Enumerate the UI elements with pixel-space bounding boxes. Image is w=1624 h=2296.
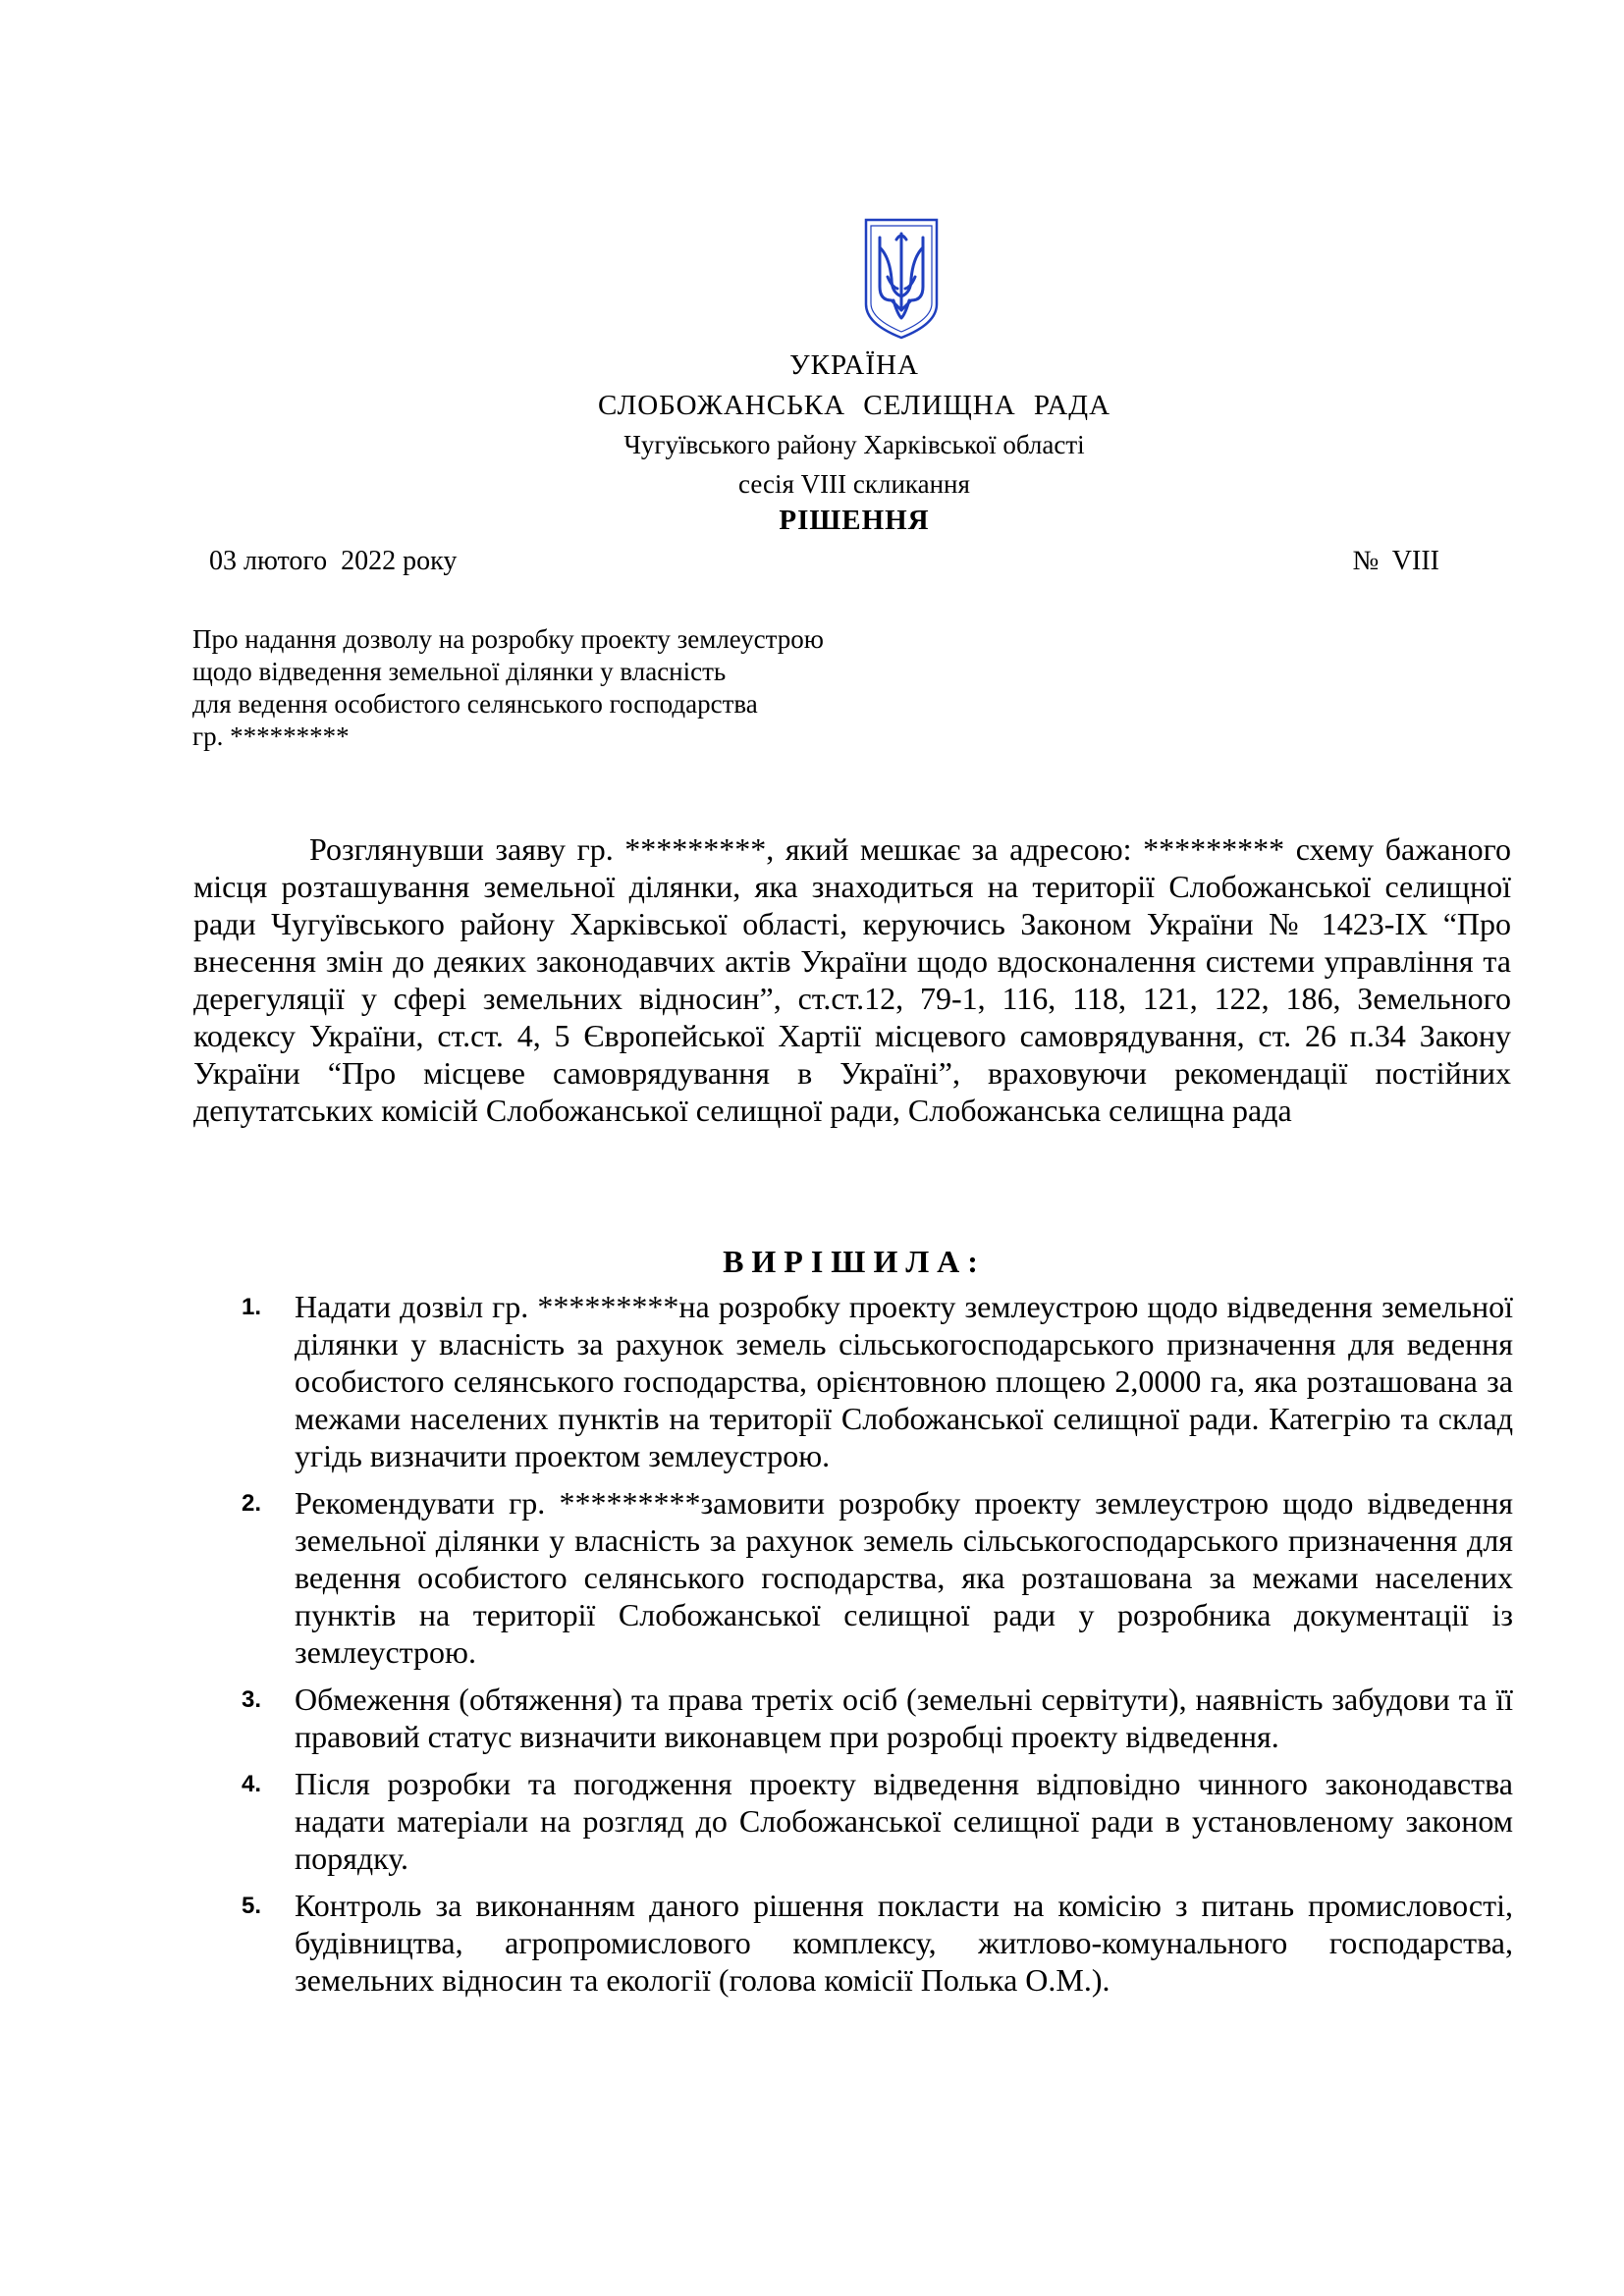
item-number: 2. (242, 1490, 262, 1517)
country-heading: УКРАЇНА (789, 349, 919, 381)
subject-line: гр. ********* (192, 721, 350, 751)
item-number: 4. (242, 1771, 262, 1797)
council-heading: СЛОБОЖАНСЬКА СЕЛИЩНА РАДА (597, 390, 1111, 421)
resolution-item (236, 1681, 1513, 1755)
subject-line: щодо відведення земельної ділянки у власність (192, 657, 727, 686)
subject-line: для ведення особистого селянського господарства (192, 689, 758, 719)
decision-date: 03 лютого 2022 року (209, 546, 458, 576)
resolved-heading: ВИРІШИЛА: (723, 1244, 986, 1279)
preamble-paragraph: Розглянувши заяву гр. *********, який мешкає за адресою: ********* схему бажаного місця розташування земельної ділянки, яка знаходиться на території Слобожанської селищної ради Чугуївського району Харківської області, керуючись Законом України № 1423-IX “Про внесення змін до деяких законодавчих актів України щодо вдосконалення системи управління та дерегуляції у сфері земельних відносин”, ст.ст.12, 79-1, 116, 118, 121, 122, 186, Земельного кодексу України, ст.ст. 4, 5 Європейської Хартії місцевого самоврядування, ст. 26 п.34 Закону України “Про місцеве самоврядування в Україні”, враховуючи рекомендації постійних депутатських комісій Слобожанської селищної ради, Слобожанська селищна рада (193, 831, 1511, 1128)
resolution-items-list (236, 1288, 1513, 2008)
trident-coat-of-arms-icon (862, 218, 941, 340)
item-text: Надати дозвіл гр. *********на розробку проекту землеустрою щодо відведення земельної ділянки у власність за рахунок земель сільськогосподарського призначення для ведення особистого селянського господарства, орієнтовною площею 2,0000 га, яка розташована за межами населених пунктів на території Слобожанської селищної ради. Категрію та склад угідь визначити проектом землеустрою. (295, 1289, 1513, 1473)
item-text: Обмеження (обтяження) та права третіх осіб (земельні сервітути), наявність забудови та її правовий статус визначити виконавцем при розробці проекту відведення. (295, 1682, 1513, 1754)
item-text: Рекомендувати гр. *********замовити розробку проекту землеустрою щодо відведення земельної ділянки у власність за рахунок земель сільськогосподарського призначення для ведення особистого селянського господарства, яка розташована за межами населених пунктів на території Слобожанської селищної ради у розробника документації із землеустрою. (295, 1485, 1513, 1670)
resolution-item (236, 1887, 1513, 1999)
item-number: 3. (242, 1686, 262, 1713)
document-type-title: РІШЕННЯ (779, 505, 930, 536)
resolution-item (236, 1484, 1513, 1671)
decision-number: № VIII (1352, 546, 1439, 576)
subject-line: Про надання дозволу на розробку проекту землеустрою (192, 624, 824, 654)
item-text: Контроль за виконанням даного рішення покласти на комісію з питань промисловості, будівництва, агропромислового комплексу, житлово-комунального господарства, земельних відносин та екології (голова комісії Полька О.М.). (295, 1888, 1513, 1998)
resolution-item (236, 1765, 1513, 1877)
session-line: сесія VIII скликання (738, 469, 970, 499)
item-text: Після розробки та погодження проекту відведення відповідно чинного законодавства надати матеріали на розгляд до Слобожанської селищної ради в установленому законом порядку. (295, 1766, 1513, 1876)
item-number: 5. (242, 1893, 262, 1919)
item-number: 1. (242, 1294, 262, 1320)
resolution-item (236, 1288, 1513, 1474)
decision-subject (192, 623, 978, 753)
district-line: Чугуївського району Харківської області (623, 430, 1085, 459)
